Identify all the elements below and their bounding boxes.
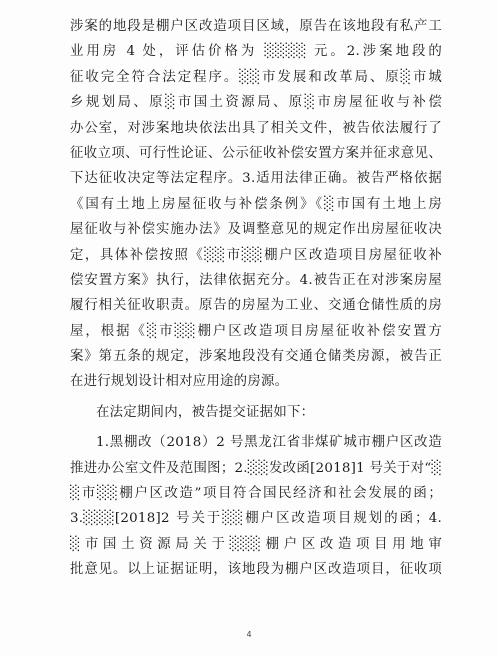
paragraph-2: 在法定期间内，被告提交证据如下： <box>96 404 315 420</box>
text-line: 案》第五条的规定，涉案地段没有交通仓储类房源，被告正 <box>70 349 442 365</box>
paragraph-3 <box>70 430 442 582</box>
text-line: 下达征收决定等法定程序。3.适用法律正确。被告严格依据 <box>70 171 442 187</box>
text-line: 办公室，对涉案地块依法出具了相关文件，被告依法履行了 <box>70 120 442 136</box>
text-line: 《国有土地上房屋征收与补偿条例》《░市国有土地上房 <box>70 196 442 212</box>
text-line: 屋征收与补偿实施办法》及调整意见的规定作出房屋征收决 <box>70 222 442 238</box>
text-line: ░市国土资源局关于░░░棚户区改造项目用地审 <box>70 536 442 552</box>
page-number: 4 <box>246 630 252 639</box>
text-line: 定，具体补偿按照《░░市░░棚户区改造项目房屋征收补 <box>70 247 442 263</box>
text-line: 乡规划局、原░市国土资源局、原░市房屋征收与补偿 <box>70 95 442 111</box>
text-line: 推进办公室文件及范围图；2.░░发改函[2018]1 号关于对“░ <box>70 460 442 476</box>
text-line: 履行相关征收职责。原告的房屋为工业、交通仓储性质的房 <box>70 298 442 314</box>
text-line: 批意见。以上证据证明，该地段为棚户区改造项目，征收项 <box>70 562 442 578</box>
text-line: 征收完全符合法定程序。░░市发展和改革局、原░市城 <box>70 69 442 85</box>
paragraph-1 <box>70 14 442 395</box>
text-line: 在进行规划设计相对应用途的房源。 <box>70 374 289 390</box>
text-line: 征收立项、可行性论证、公示征收补偿安置方案并征求意见、 <box>70 145 442 161</box>
text-line: 业用房 4 处，评估价格为 ░░░░ 元。2.涉案地段的 <box>70 44 442 60</box>
body-text <box>70 14 442 583</box>
text-line: 屋，根据《░市░░棚户区改造项目房屋征收补偿安置方 <box>70 323 442 339</box>
text-line: ░市░░棚户区改造”项目符合国民经济和社会发展的函； <box>70 486 442 502</box>
text-line: 偿安置方案》执行，法律依据充分。4.被告正在对涉案房屋 <box>70 272 442 288</box>
text-line: 涉案的地段是棚户区改造项目区域，原告在该地段有私产工 <box>70 19 442 34</box>
text-line: 3.░░░[2018]2 号关于░░棚户区改造项目规划的函；4. <box>70 511 442 527</box>
text-line: 1.黑棚改（2018）2 号黑龙江省非煤矿城市棚户区改造 <box>96 435 442 451</box>
